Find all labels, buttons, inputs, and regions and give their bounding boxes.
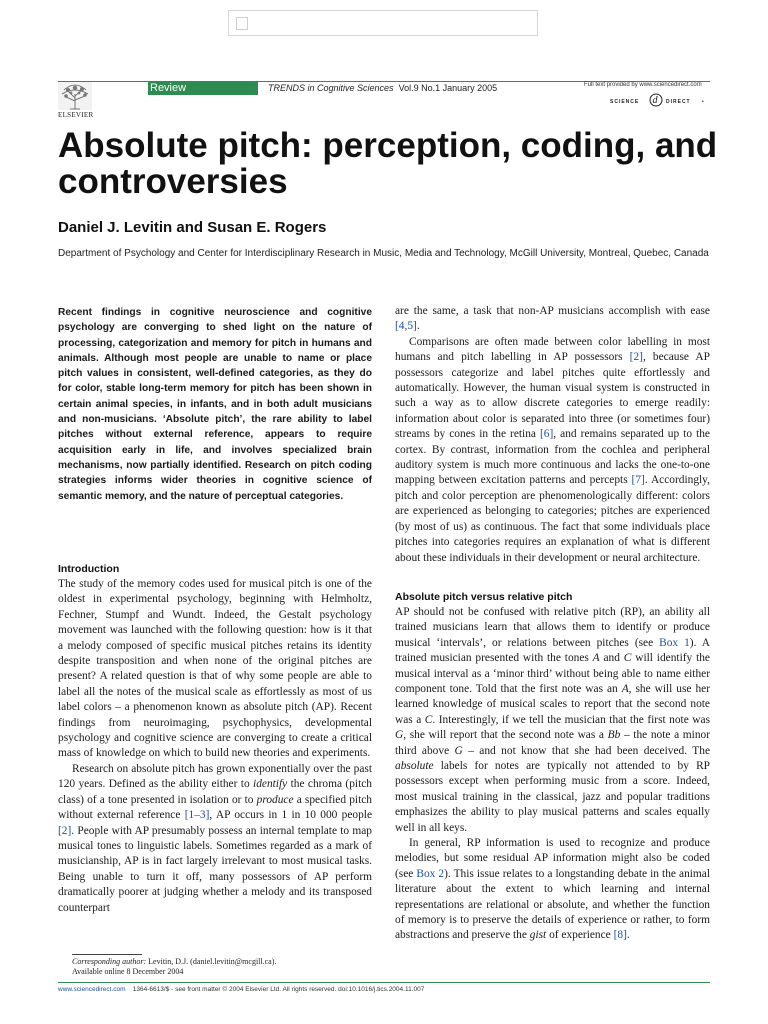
left-column — [58, 562, 372, 916]
citation-link[interactable]: [1–3] — [184, 809, 210, 822]
elsevier-tree-logo-icon — [58, 82, 92, 110]
citation-link[interactable]: [2] — [58, 824, 72, 837]
svg-text:SCIENCE: SCIENCE — [610, 99, 640, 105]
intro-paragraph-1: The study of the memory codes used for musical pitch is one of the oldest in experimental psychology, beginning with Helmholtz, Fechner, Stumpf and Wundt. Indeed, the Gestalt psychology movement was launched with the following question: how is it that a melody composed of specific musical pitches retains its identity despite transposition and when none of the original pitches are present? A related question is that of why some people are able to label all the notes of the musical scale as effortlessly as most of us label colors – a phenomenon known as absolute pitch (AP). Recent findings from neuroimaging, psychophysics, developmental psychology and cognitive science are converging to create a critical mass of knowledge on which to build new theories and experiments. — [58, 578, 372, 760]
citation-link[interactable]: [2] — [629, 351, 643, 364]
available-online: Available online 8 December 2004 — [72, 967, 184, 976]
ap-vs-rp-heading: Absolute pitch versus relative pitch — [395, 590, 573, 603]
elsevier-logo-text: ELSEVIER — [58, 111, 94, 119]
abstract: Recent findings in cognitive neuroscience and cognitive psychology are converging to shed light on the nature of processing, categorization and memory for pitch in humans and animals. Although most people are unable to name or place pitch values in consistent, well-defined categories, as they do for color, stable long-term memory for pitch has been shown in certain animal species, in infants, and in both adult musicians and non-musicians. ‘Absolute pitch’, the rare ability to label pitches without external reference, appears to require acquisition early in life, and involves specialized brain mechanisms, now partially identified. Research on pitch coding strategies informs wider theories in cognitive science of semantic memory, and the nature of perceptual categories. — [58, 307, 372, 502]
top-frame-checkbox — [236, 17, 248, 30]
svg-text:•: • — [702, 99, 704, 105]
right-paragraph-3: In general, RP information is used to recognize and produce melodies, but some residual AP information might also be coded (see Box 2). This issue relates to a longstanding debate in the animal literature about the extent to which learning and internal representations are relational or absolute, and whether the function of memory is to preserve the details of experience or rather, to form abstractions and preserve the gist of experience [8]. — [395, 837, 711, 942]
citation-link[interactable]: [4,5] — [395, 320, 417, 333]
svg-text:DIRECT: DIRECT — [666, 99, 691, 105]
svg-text:d: d — [652, 95, 658, 106]
footnote — [72, 957, 372, 977]
right-column — [395, 304, 710, 944]
footer-line — [58, 985, 718, 995]
citation-link[interactable]: [6] — [540, 428, 554, 441]
footnote-rule — [72, 954, 142, 955]
journal-name: TRENDS in Cognitive Sciences — [268, 83, 394, 93]
article-title: Absolute pitch: perception, coding, and controversies — [58, 126, 718, 201]
top-frame-box — [228, 10, 538, 36]
author-affiliation: Department of Psychology and Center for Interdisciplinary Research in Music, Media and Technology, McGill University, Montreal, Quebec, Canada — [58, 248, 709, 259]
section-tab: Review — [148, 81, 258, 95]
sciencedirect-link[interactable]: www.sciencedirect.com — [58, 986, 126, 993]
article-authors: Daniel J. Levitin and Susan E. Rogers — [58, 219, 327, 236]
journal-issue: Vol.9 No.1 January 2005 — [398, 83, 498, 93]
citation-link[interactable]: [8] — [613, 929, 627, 942]
box-link[interactable]: Box 1 — [659, 636, 690, 649]
citation-link[interactable]: [7] — [631, 474, 645, 487]
corresponding-author: Corresponding author: Levitin, D.J. (daniel.levitin@mcgill.ca). — [72, 957, 277, 966]
fulltext-note: Full text provided by www.sciencedirect.com — [584, 82, 702, 88]
footer-rule — [58, 982, 710, 983]
introduction-heading: Introduction — [58, 563, 120, 575]
sciencedirect-logo-icon — [610, 92, 710, 108]
footer-copyright: 1364-6613/$ - see front matter © 2004 Elsevier Ltd. All rights reserved. doi:10.1016/j.tics.2004.11.007 — [132, 986, 425, 993]
right-paragraph-0: are the same, a task that non-AP musicians accomplish with ease [4,5]. — [395, 305, 710, 333]
box-link[interactable]: Box 2 — [416, 867, 445, 880]
right-paragraph-2: AP should not be confused with relative pitch (RP), an ability all trained musicians learn that allows them to identify or produce musical ‘intervals’, or relations between pitches (see Box 1). A trained musician presented with the tones A and C will identify the musical interval as a ‘minor third’ without being able to name either component tone. Told that the first note was an A, she will use her learned knowledge of musical scales to report that the second note was a C. Interestingly, if we tell the musician that the first note was G, she will report that the second note was a Bb – the note a minor third above G – and not know that she had been deceived. The absolute labels for notes are typically not attended to by RP possessors except when performing music from a score. Indeed, most musical training in the classical, jazz and popular traditions emphasizes the ability to play musical patterns and scales equally well in all keys. — [395, 605, 711, 834]
journal-citation — [268, 82, 497, 94]
intro-paragraph-2: Research on absolute pitch has grown exponentially over the past 120 years. Defined as the ability either to identify the chroma (pitch class) of a tone presented in isolation or to produce a specified pitch without external reference [1–3], AP occurs in 1 in 10 000 people [2]. People with AP presumably possess an internal template to map musical tones to linguistic labels. Sometimes regarded as a mark of musicianship, AP is in fact largely irrelevant to most musical tasks. Being unable to turn it off, many possessors of AP perform dramatically poorer at judging whether a melody and its transposed counterpart — [58, 762, 372, 914]
right-paragraph-1: Comparisons are often made between color labelling in most humans and pitch labelling in AP possessors [2], because AP possessors categorize and label pitches quite effortlessly and automatically. However, the human visual system is constructed in such a way as to allow discrete categories to emerge readily: information about color is separated into three (or sometimes four) streams by cones in the retina [6], and remains separated up to the cortex. By contrast, information from the cochlea and peripheral auditory system is much more continuous and lacks the one-to-one mapping between excitation patterns and percepts [7]. Accordingly, pitch and color perception are phenomenologically different: colors are experienced as belonging to categories; pitches are experienced (by most of us) as continuous. The fact that some individuals place pitches into categories requires an explanation of what is different about these individuals in their development or neural architecture. — [395, 335, 710, 564]
